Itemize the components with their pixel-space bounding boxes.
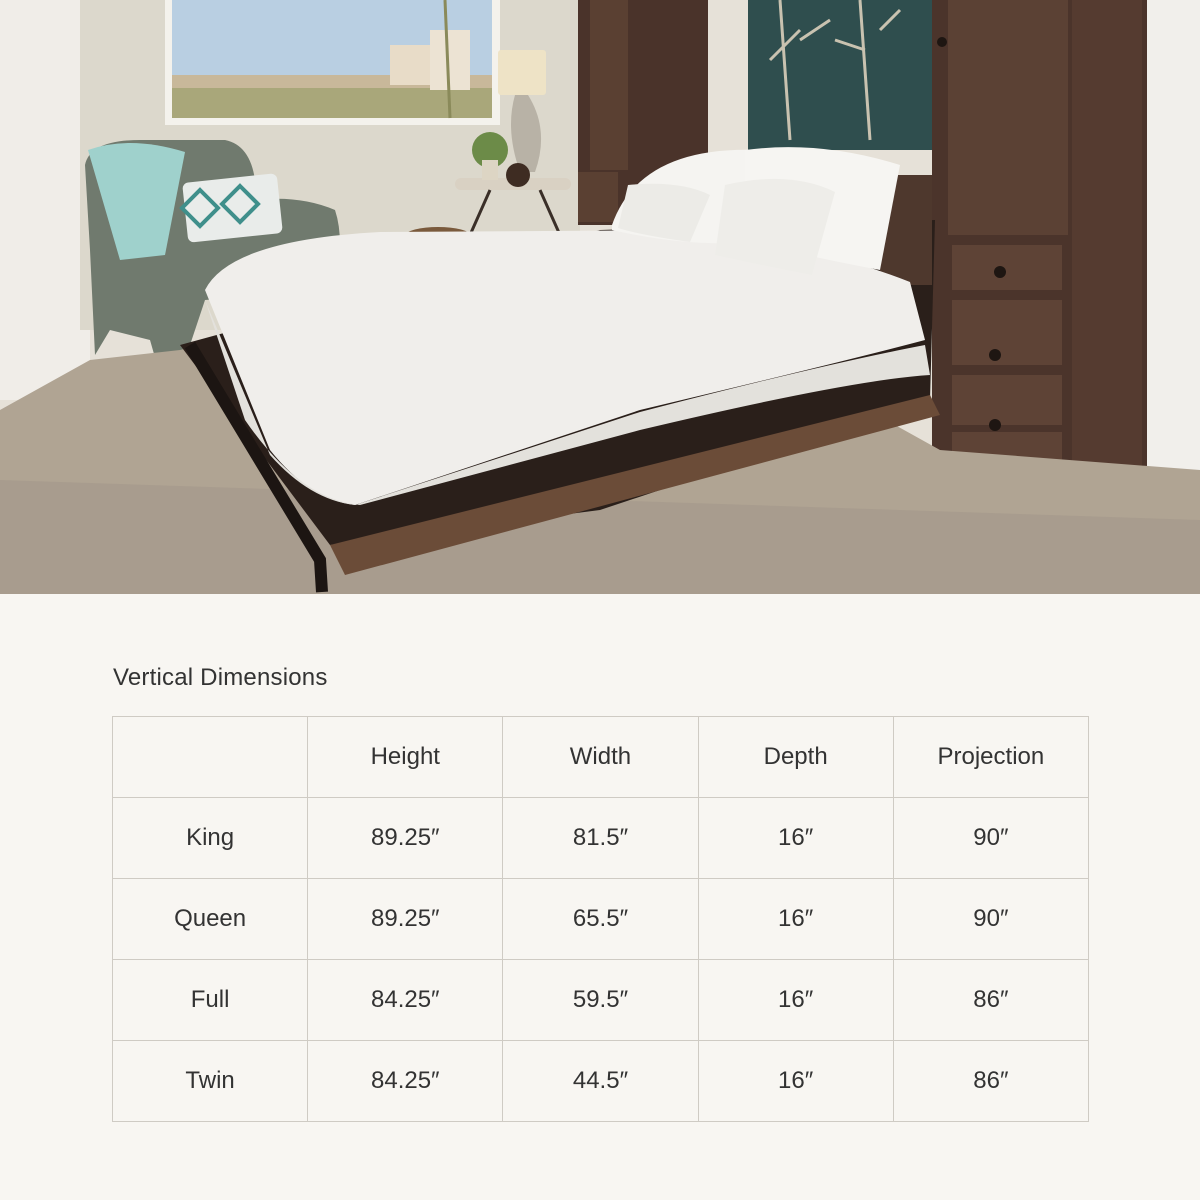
header-cell-projection: Projection [893, 717, 1088, 798]
depth-cell: 16″ [698, 1041, 893, 1122]
header-cell-height: Height [308, 717, 503, 798]
table-row [113, 960, 1089, 1041]
table-row [113, 879, 1089, 960]
row-label: Twin [113, 1041, 308, 1122]
projection-cell: 90″ [893, 798, 1088, 879]
width-cell: 44.5″ [503, 1041, 698, 1122]
row-label: King [113, 798, 308, 879]
bedroom-photo [0, 0, 1200, 594]
dimensions-table [112, 716, 1089, 1122]
height-cell: 84.25″ [308, 1041, 503, 1122]
depth-cell: 16″ [698, 798, 893, 879]
projection-cell: 90″ [893, 879, 1088, 960]
height-cell: 89.25″ [308, 798, 503, 879]
width-cell: 65.5″ [503, 879, 698, 960]
header-cell-empty [113, 717, 308, 798]
table-row [113, 798, 1089, 879]
table-row [113, 1041, 1089, 1122]
table-header-row [113, 717, 1089, 798]
header-cell-width: Width [503, 717, 698, 798]
projection-cell: 86″ [893, 960, 1088, 1041]
height-cell: 84.25″ [308, 960, 503, 1041]
height-cell: 89.25″ [308, 879, 503, 960]
row-label: Full [113, 960, 308, 1041]
projection-cell: 86″ [893, 1041, 1088, 1122]
depth-cell: 16″ [698, 879, 893, 960]
width-cell: 81.5″ [503, 798, 698, 879]
row-label: Queen [113, 879, 308, 960]
depth-cell: 16″ [698, 960, 893, 1041]
width-cell: 59.5″ [503, 960, 698, 1041]
section-title: Vertical Dimensions [113, 664, 328, 691]
header-cell-depth: Depth [698, 717, 893, 798]
